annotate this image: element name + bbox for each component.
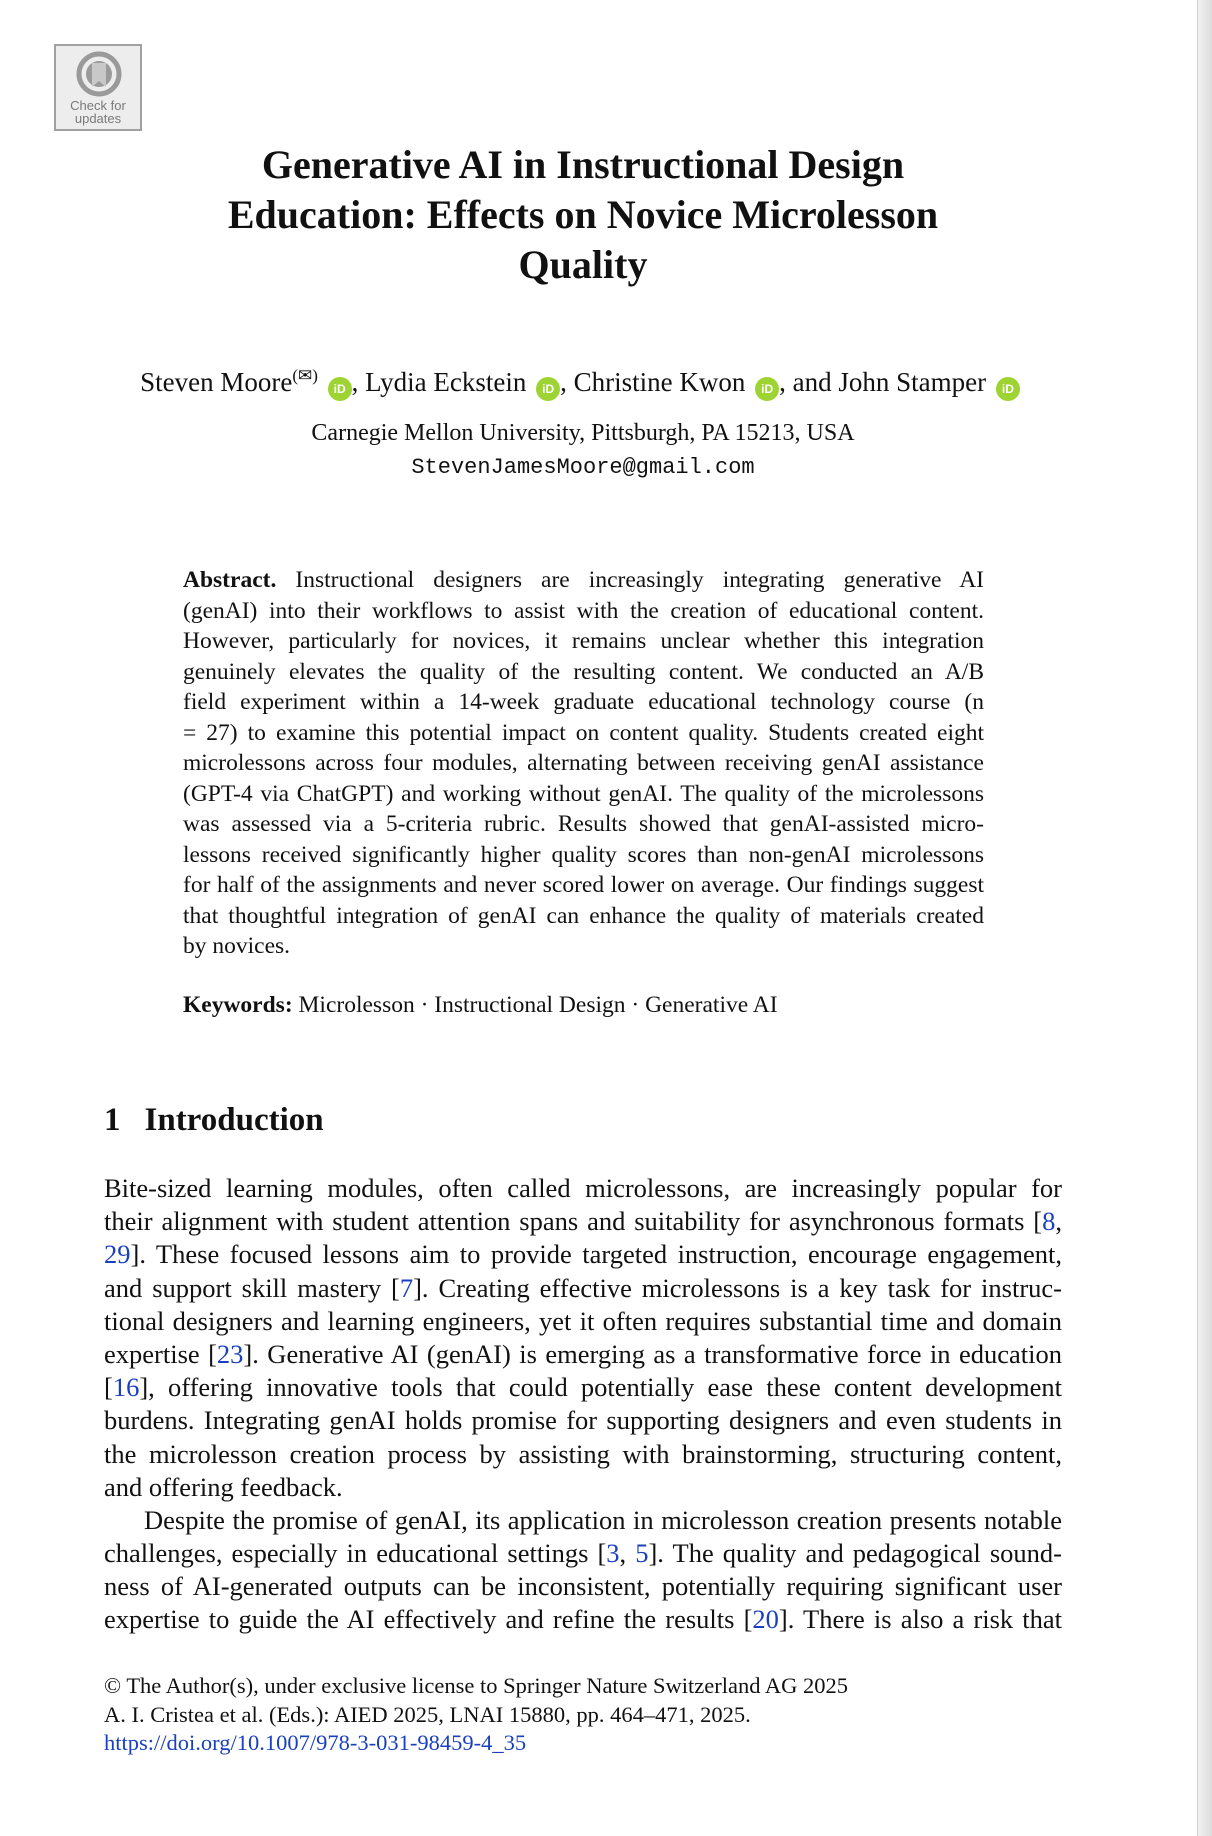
publication-footer [104, 1672, 1062, 1758]
abstract-line: was assessed via a 5-criteria rubric. Results showed that genAI-assisted micro- [183, 811, 984, 837]
bookmark-ring-icon [76, 51, 122, 97]
check-for-updates-badge[interactable] [54, 44, 142, 131]
body-line: burdens. Integrating genAI holds promise for supporting designers and even students in [104, 1405, 1062, 1436]
citation-link[interactable]: 3 [606, 1538, 620, 1569]
body-line: and offering feedback. [104, 1471, 343, 1502]
keywords-label: Keywords: [183, 992, 293, 1018]
author-name: John Stamper [838, 367, 987, 397]
author-email[interactable]: StevenJamesMoore@gmail.com [411, 455, 755, 480]
orcid-icon[interactable]: iD [536, 377, 560, 401]
affiliation: Carnegie Mellon University, Pittsburgh, PA 15213, USA [311, 420, 855, 446]
paper-title [180, 140, 986, 290]
abstract-line: microlessons across four modules, alternating between receiving genAI assistance [183, 750, 984, 776]
copyright-notice: © The Author(s), under exclusive license to Springer Nature Switzerland AG 2025 [104, 1673, 849, 1698]
body-line: and support skill mastery [7]. Creating effective microlessons is a key task for instruc- [104, 1272, 1062, 1303]
abstract-line: Abstract. Instructional designers are increasingly integrating generative AI [183, 567, 984, 593]
citation-link[interactable]: 8 [1042, 1206, 1056, 1237]
citation-link[interactable]: 16 [112, 1372, 140, 1403]
body-line: tional designers and learning engineers, yet it often requires substantial time and domain [104, 1305, 1062, 1336]
abstract-line: However, particularly for novices, it remains unclear whether this integration [183, 628, 984, 654]
title-line: Quality [518, 242, 648, 287]
doi-link[interactable]: https://doi.org/10.1007/978-3-031-98459-4_35 [104, 1730, 527, 1755]
abstract-line: = 27) to examine this potential impact on content quality. Students created eight [183, 719, 984, 746]
author-name: Steven Moore [140, 367, 293, 397]
abstract-line: for half of the assignments and never scored lower on average. Our findings suggest [183, 872, 984, 898]
abstract-line: that thoughtful integration of genAI can enhance the quality of materials created [183, 902, 984, 929]
orcid-icon[interactable]: iD [996, 377, 1020, 401]
body-line: Bite-sized learning modules, often called microlessons, are increasingly popular for [104, 1173, 1062, 1203]
citation-link[interactable]: 5 [635, 1538, 649, 1569]
section-title: Introduction [144, 1102, 324, 1138]
author-name: Lydia Eckstein [365, 367, 527, 397]
body-line: 29]. These focused lessons aim to provide targeted instruction, encourage engagement, [104, 1239, 1062, 1270]
body-line: expertise to guide the AI effectively and refine the results [20]. There is also a risk that [104, 1604, 1062, 1635]
abstract-line: genuinely elevates the quality of the resulting content. We conducted an A/B [183, 658, 984, 685]
body-line: [16], offering innovative tools that could potentially ease these content development [104, 1372, 1062, 1403]
author-name: Christine Kwon [573, 367, 746, 397]
title-line: Generative AI in Instructional Design [261, 142, 905, 187]
citation-link[interactable]: 29 [104, 1239, 131, 1270]
citation-info: A. I. Cristea et al. (Eds.): AIED 2025, LNAI 15880, pp. 464–471, 2025. [104, 1701, 751, 1727]
body-line: ness of AI-generated outputs can be inconsistent, potentially requiring significant user [104, 1571, 1062, 1602]
keywords [183, 990, 984, 1020]
section-number: 1 [104, 1102, 121, 1138]
corresponding-author-mark: (✉) [292, 366, 318, 385]
abstract-line: lessons received significantly higher quality scores than non-genAI microlessons [183, 841, 984, 868]
citation-link[interactable]: 7 [399, 1272, 414, 1303]
body-line: Despite the promise of genAI, its application in microlesson creation presents notable [144, 1504, 1062, 1535]
badge-label: Check for updates [70, 98, 126, 126]
body-line: challenges, especially in educational settings [3, 5]. The quality and pedagogical sound- [104, 1538, 1062, 1569]
body-line: the microlesson creation process by assisting with brainstorming, structuring content, [104, 1438, 1062, 1469]
keywords-text: Microlesson · Instructional Design · Generative AI [292, 992, 778, 1018]
abstract [183, 565, 984, 962]
author-list: Steven Moore(✉) iD , Lydia Eckstein iD , Christine Kwon iD , and John Stamper iD [120, 358, 1040, 401]
citation-link[interactable]: 23 [216, 1338, 244, 1369]
abstract-line: (GPT-4 via ChatGPT) and working without genAI. The quality of the microlessons [183, 780, 984, 807]
body-line: their alignment with student attention spans and suitability for asynchronous formats [8, [104, 1206, 1062, 1237]
title-line: Education: Effects on Novice Microlesson [227, 192, 939, 237]
abstract-label: Abstract. [183, 567, 277, 593]
body-line: expertise [23]. Generative AI (genAI) is emerging as a transformative force in education [104, 1338, 1062, 1369]
orcid-icon[interactable]: iD [328, 377, 352, 401]
introduction-body [104, 1172, 1062, 1637]
citation-link[interactable]: 20 [752, 1604, 779, 1635]
page-edge [1197, 0, 1212, 1836]
abstract-line: (genAI) into their workflows to assist with the creation of educational content. [183, 597, 984, 624]
orcid-icon[interactable]: iD [755, 377, 779, 401]
abstract-line: by novices. [183, 933, 291, 959]
abstract-line: field experiment within a 14-week graduate educational technology course (n [183, 689, 984, 715]
section-heading [104, 1098, 324, 1142]
